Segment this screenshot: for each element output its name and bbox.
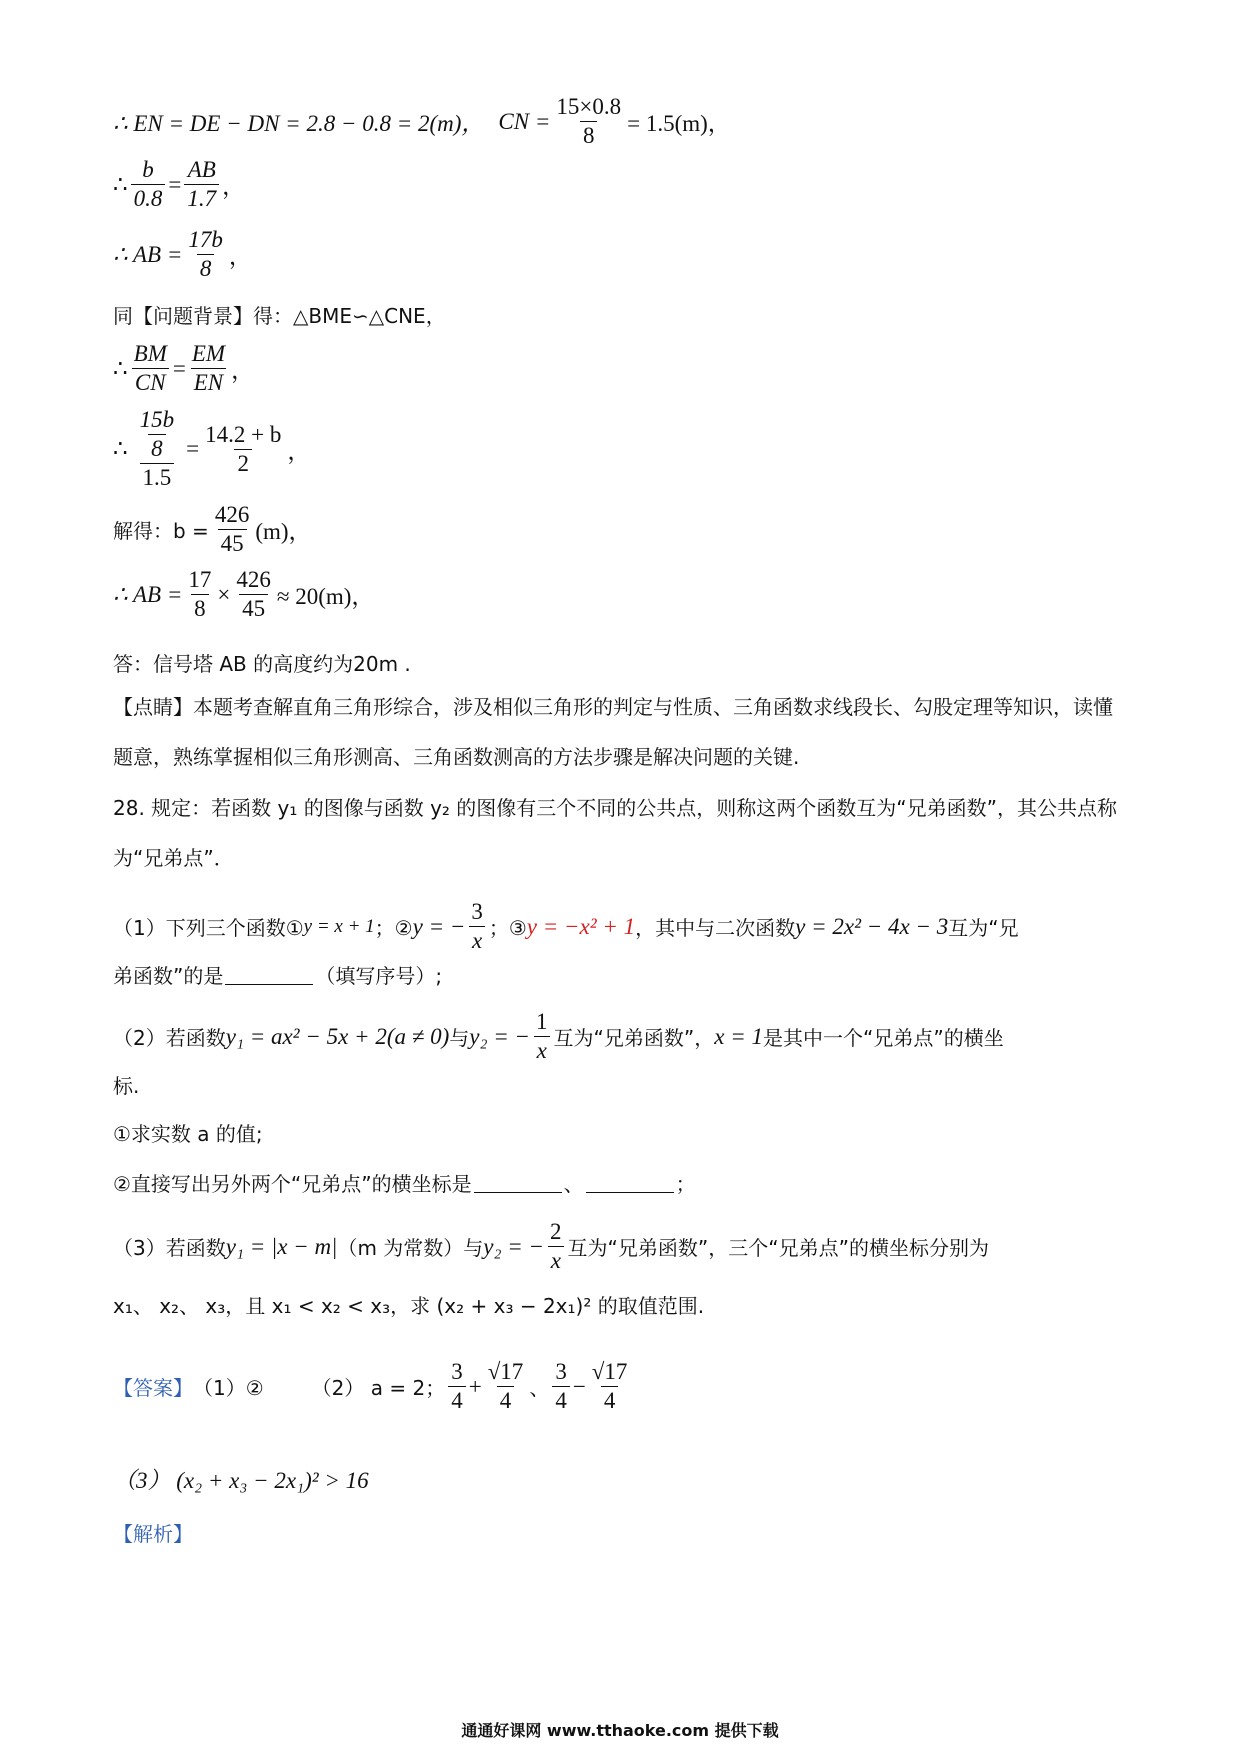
fraction-denominator: 4 [497,1386,515,1413]
comma: ， [228,244,252,270]
solution-step-similar [113,300,446,329]
function-y2-prefix: y₂ = − [483,1233,545,1259]
step5-left-fraction [131,342,170,395]
fraction-denominator: EN [191,368,226,395]
fraction-numerator: 15b [139,407,175,432]
minus-sign: − [572,1373,586,1399]
fraction-numerator: b [142,157,154,182]
fraction-denominator: 0.8 [131,184,166,211]
therefore-symbol: ∴ [113,171,128,197]
fraction-denominator: 4 [601,1386,619,1413]
fraction-denominator: 8 [148,434,166,461]
plus-sign: + [468,1373,482,1399]
step7-fraction [212,503,253,556]
step6-complex-fraction [131,408,184,490]
question-28-part2 [113,1010,1004,1063]
page-footer: 通通好课网 www.tthaoke.com 提供下载 [461,1721,779,1740]
solution-step-proportion [113,342,254,395]
part2-end: 是其中一个“兄弟点”的横坐 [762,1026,1004,1051]
step6-right-fraction [202,423,284,476]
fraction-numerator: BM [133,341,167,366]
fraction-denominator: 45 [218,529,247,556]
therefore-symbol: ∴ [113,355,128,381]
fraction-denominator: x [534,1036,550,1063]
answer-statement [113,648,411,677]
question-28-text: 28. 规定：若函数 y₁ 的图像与函数 y₂ 的图像有三个不同的公共点，则称这两个函数互为“兄弟函数”，其公共点称为“兄弟点”． [113,796,1118,870]
step2-right-fraction [184,158,219,211]
solution-step-ab-value [113,568,374,621]
part2-sub2-text: ②直接写出另外两个“兄弟点”的横坐标是 [113,1172,472,1196]
solution-step-ratio [113,158,245,211]
fraction-numerator: √17 [487,1359,524,1384]
step3-prefix: ∴ AB = [113,241,183,267]
function-y2-fraction [547,1220,565,1273]
function-y2-prefix: y₂ = − [469,1023,531,1049]
part1-sep-2: ；③ [488,916,527,941]
fraction-numerator: 17b [188,227,223,252]
part2-line2-text: 标. [113,1074,140,1098]
equals-sign: = [168,171,182,197]
fraction-denominator: 1.7 [184,184,219,211]
fraction-numerator [131,408,184,463]
fraction-numerator: 3 [451,1359,463,1384]
equals-sign: = [172,355,186,381]
fraction-numerator: 3 [555,1359,567,1384]
step4-text: 同【问题背景】得：△BME∽△CNE， [113,304,446,328]
step7-prefix: 解得：b = [113,519,209,544]
fraction-numerator: 17 [188,567,212,592]
answer-section [113,1360,633,1413]
part2-lead: （2）若函数 [113,1026,226,1051]
equals-sign: = [186,436,200,462]
comment-text: 【点睛】本题考查解直角三角形综合，涉及相似三角形的判定与性质、三角函数求线段长、勾股定理等知识，读懂题意，熟练掌握相似三角形测高、三角函数测高的方法步骤是解决问题的关键. [113,695,1113,769]
part1-mid: ，其中与二次函数 [635,916,796,941]
step7-suffix: (m)， [255,519,312,545]
step1-cn-fraction [553,95,624,148]
fraction-denominator: x [469,926,485,953]
comment-paragraph [113,682,1123,782]
step8-fraction-2 [233,568,274,621]
step8-fraction-1 [185,568,214,621]
analysis-section [113,1518,193,1547]
quadratic-function: y = 2x² − 4x − 3 [795,913,949,939]
fraction-denominator: x [548,1246,564,1273]
fraction-numerator: EM [191,341,226,366]
fraction-numerator: 426 [236,567,271,592]
part1-line2-text: 弟函数”的是 [113,964,224,988]
step1-cn-prefix: CN = [498,108,551,134]
comma: ， [231,358,255,384]
question-28-part2-line2 [113,1070,139,1099]
part2-sub2-end: ； [675,1172,696,1196]
step3-fraction [185,228,226,281]
fraction-numerator: AB [187,157,216,182]
answer-fraction-b1 [552,1360,570,1413]
fraction-denominator: 8 [191,594,209,621]
answer-separator: 、 [529,1376,550,1401]
answer-part3-line [113,1462,369,1495]
fraction-denominator: 8 [580,121,598,148]
comma: ， [222,174,246,200]
answer-label: 【答案】 [113,1376,193,1401]
fraction-numerator: 1 [536,1009,548,1034]
fraction-numerator: √17 [591,1359,628,1384]
solution-step-solve-b [113,503,312,556]
analysis-label: 【解析】 [113,1522,193,1546]
answer-fraction-a2 [485,1360,527,1413]
fraction-numerator: 426 [214,502,250,527]
function-1: y = x + 1 [303,915,375,937]
fraction-numerator: 15×0.8 [556,94,622,119]
answer-blank [225,964,313,985]
fraction-denominator: CN [132,368,169,395]
step6-inner-fraction [137,408,178,461]
part1-end: 互为“兄 [948,916,1019,941]
answer-blank-1 [474,1172,562,1193]
function-2-prefix: y = − [412,913,466,939]
therefore-symbol: ∴ [113,436,128,462]
question-28-part1-line2 [113,960,442,989]
function-3: y = −x² + 1 [526,913,636,939]
answer-part1: （1）② [193,1376,264,1401]
part3-constant-note: （m 为常数）与 [337,1236,484,1261]
step1-en: ∴ EN = DE − DN = 2.8 − 0.8 = 2(m)， [113,111,485,137]
fraction-denominator: 2 [234,449,252,476]
solution-step-en-cn [113,95,731,148]
solution-step-ab [113,228,252,281]
part3-end: 互为“兄弟函数”，三个“兄弟点”的横坐标分别为 [567,1236,989,1261]
step5-right-fraction [189,342,228,395]
x-equals-1: x = 1 [714,1023,763,1049]
answer-text: 答：信号塔 AB 的高度约为20m . [113,652,411,676]
step1-cn-suffix: = 1.5(m)， [627,111,731,137]
fraction-denominator: 8 [197,254,215,281]
function-y2-fraction [533,1010,551,1063]
function-abs: y₁ = |x − m| [225,1233,338,1259]
fraction-denominator: 1.5 [140,463,175,490]
part2-and: 与 [449,1026,470,1051]
fraction-numerator: 2 [550,1219,562,1244]
step8-prefix: ∴ AB = [113,581,183,607]
answer-part2-prefix: （2） a = 2； [311,1376,446,1401]
part3-lead: （3）若函数 [113,1236,226,1261]
part1-lead: （1）下列三个函数① [113,916,304,941]
times-sign: × [217,581,231,607]
answer-fraction-a1 [448,1360,466,1413]
part2-sub2-sep: 、 [563,1172,584,1196]
answer-blank-2 [586,1172,674,1193]
question-28-part1 [113,900,1019,953]
answer-fraction-b2 [589,1360,631,1413]
question-28-part2-sub1 [113,1118,263,1147]
fraction-denominator: 45 [239,594,268,621]
answer-part3: （3） (x₂ + x₃ − 2x₁)² > 16 [113,1468,369,1493]
solution-step-equation [113,408,310,490]
question-28-intro [113,783,1123,883]
function-2-fraction [468,900,486,953]
step2-left-fraction [131,158,166,211]
question-28-part3 [113,1220,989,1273]
question-28-part2-sub2 [113,1168,696,1197]
step8-suffix: ≈ 20(m)， [276,584,375,610]
part1-sep-1: ；② [374,916,413,941]
part1-line2-end: （填写序号）; [315,964,443,988]
fraction-denominator: 4 [552,1386,570,1413]
fraction-numerator: 3 [471,899,483,924]
part2-mid: 互为“兄弟函数”， [553,1026,715,1051]
part3-line2-text: x₁、 x₂、 x₃，且 x₁ < x₂ < x₃，求 (x₂ + x₃ − 2x₁)² 的取值范围. [113,1294,705,1318]
function-y1: y₁ = ax² − 5x + 2(a ≠ 0) [225,1023,450,1049]
fraction-denominator: 4 [448,1386,466,1413]
comma: ， [287,438,311,464]
question-28-part3-line2 [113,1290,704,1319]
fraction-numerator: 14.2 + b [205,421,282,447]
part2-sub1-text: ①求实数 a 的值; [113,1122,263,1146]
